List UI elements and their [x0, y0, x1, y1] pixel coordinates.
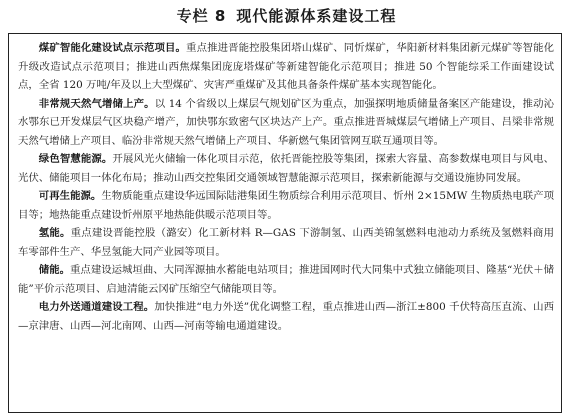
paragraph-lead: 可再生能源。 — [38, 190, 102, 202]
paragraph-lead: 氢能。 — [38, 227, 71, 239]
paragraph-lead: 储能。 — [38, 264, 71, 276]
column-title — [0, 4, 573, 28]
paragraph-renewable — [18, 187, 554, 224]
paragraph-body: 生物质能重点建设华远国际陆港集团生物质综合利用示范项目、忻州 2×15MW 生物质热电联产项目等；地热能重点建设忻州原平地热能供暖示范项目等。 — [18, 190, 555, 221]
column-box — [8, 33, 562, 413]
paragraph-lead: 绿色智慧能源。 — [38, 153, 113, 165]
paragraph-body: 开展风光火储输一体化项目示范，依托晋能控股等集团，探索大容量、高参数煤电项目与风电、光伏、储能项目一体化布局；推动山西交控集团交通领域智慧能源示范项目，探索新能源与交通设施协同发展。 — [18, 153, 555, 184]
paragraph-body: 加快推进“电力外送”优化调整工程，重点推进山西—浙江±800 千伏特高压直流、山西—京津唐、山西—河北南网、山西—河南等输电通道建设。 — [18, 301, 555, 332]
paragraph-body: 以 14 个省级以上煤层气规划矿区为重点，加强探明地质储量备案区产能建设，推动沁水鄂东已开发煤层气区块稳产增产，加快鄂东致密气区块达产上产。重点推进晋城煤层气增储上产项目、吕梁非常规天然气增储上产项目、临汾非常规天然气增储上产项目、华新燃气集团管网互联互通项目等。 — [18, 97, 554, 147]
paragraph-lead: 非常规天然气增储上产。 — [38, 97, 155, 110]
paragraph-natural-gas — [18, 95, 554, 151]
column-heading: 现代能源体系建设工程 — [236, 7, 397, 25]
paragraph-green-energy — [18, 150, 554, 187]
column-label: 专栏 8 — [176, 7, 227, 25]
paragraph-storage — [18, 261, 554, 298]
paragraph-hydrogen — [18, 224, 554, 261]
paragraph-body: 重点推进晋能控股集团塔山煤矿、同忻煤矿，华阳新材料集团新元煤矿等智能化升级改造试点示范项目；推进山西焦煤集团庞庞塔煤矿等新建智能化示范项目；推进 50 个智能综采工作面建设试点，全省 120 万吨/年及以上大型煤矿、灾害严重煤矿及其他具备条件煤矿基本实现智能化。 — [18, 42, 555, 91]
paragraph-coal-mine — [18, 39, 554, 95]
paragraph-body: 重点建设运城垣曲、大同浑源抽水蓄能电站项目；推进国网时代大同集中式独立储能项目、隆基“光伏＋储能”平价示范项目、启迪清能云冈矿压缩空气储能项目等。 — [18, 264, 554, 295]
paragraph-power-transmission — [18, 298, 554, 335]
paragraph-lead: 煤矿智能化建设试点示范项目。 — [38, 42, 187, 54]
paragraph-lead: 电力外送通道建设工程。 — [38, 301, 155, 313]
paragraph-body: 重点建设晋能控股（潞安）化工新材料 R—GAS 下游制氢、山西美锦氢燃料电池动力系统及氢燃料商用车零部件生产、华昱氢能大同产业园等项目。 — [18, 227, 554, 258]
